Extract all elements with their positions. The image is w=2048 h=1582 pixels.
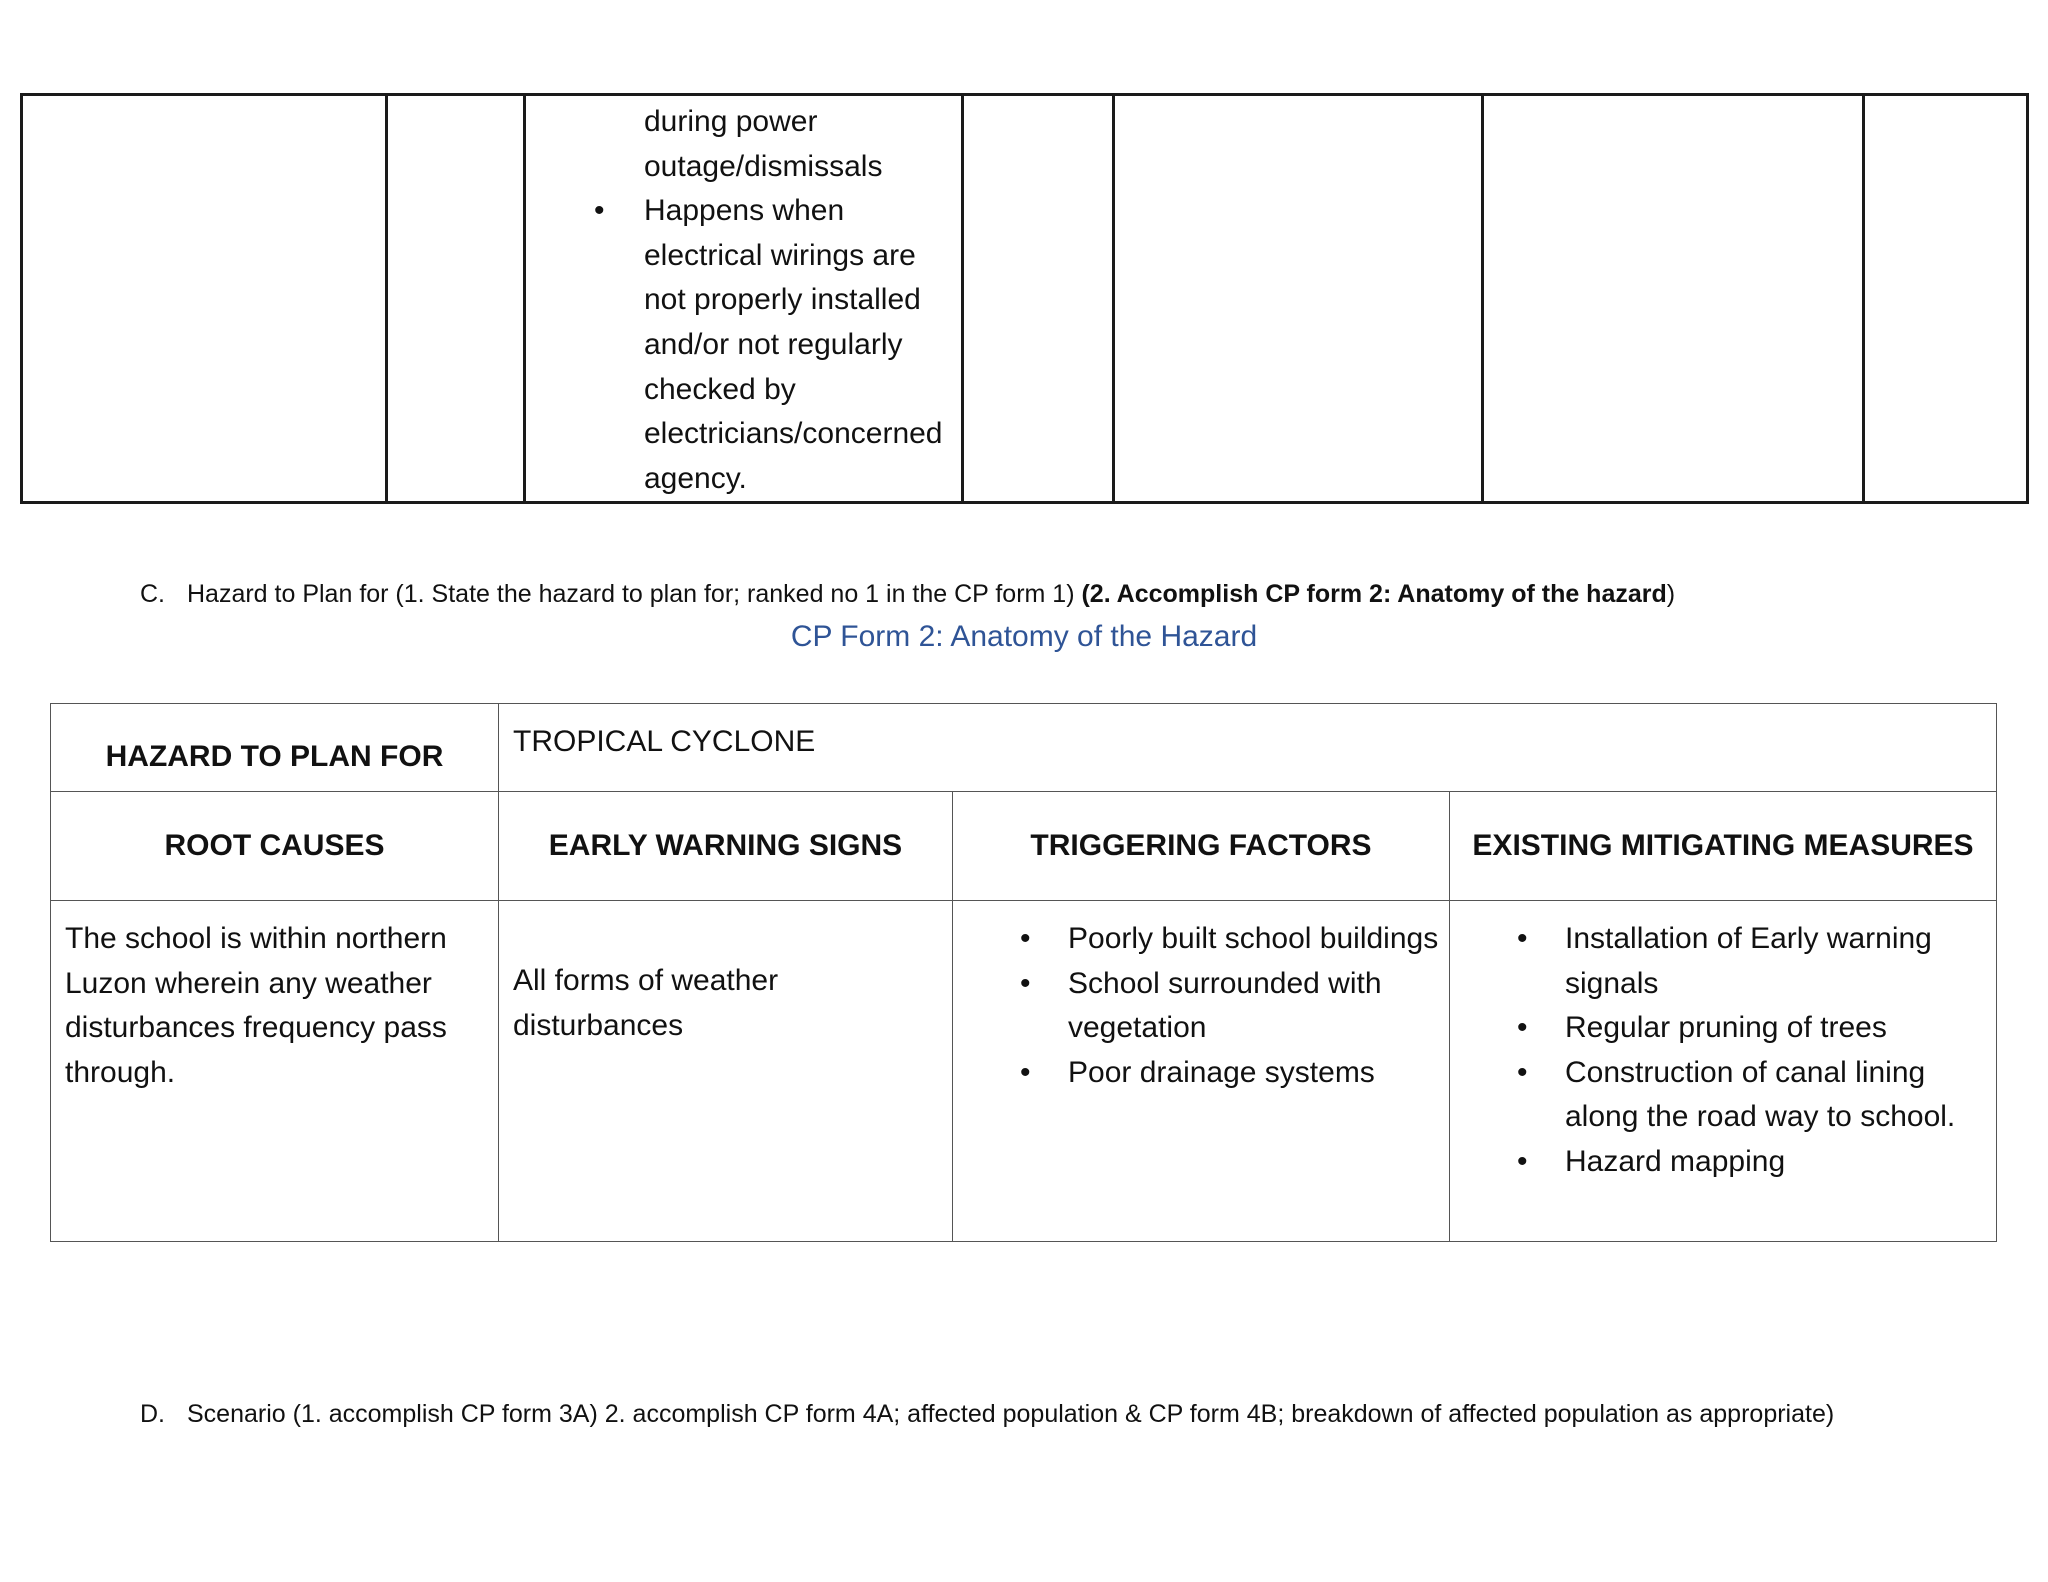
section-d-heading	[140, 1398, 1834, 1430]
early-warning-text: All forms of weather disturbances	[513, 964, 779, 1042]
continued-text-line: during power	[644, 105, 818, 138]
section-letter: C.	[140, 580, 165, 608]
hazard-row	[51, 704, 1997, 792]
table-cell	[1864, 95, 2028, 503]
hazard-description-list	[534, 189, 953, 501]
section-c-closing: )	[1666, 580, 1676, 608]
root-causes-text: The school is within northern Luzon wherein any weather disturbances frequency pass through.	[65, 922, 447, 1089]
hazard-description-cell	[525, 95, 963, 503]
section-c-text: Hazard to Plan for (1. State the hazard to plan for; ranked no 1 in the CP form 1)	[187, 580, 1082, 608]
form-title: CP Form 2: Anatomy of the Hazard	[790, 620, 1258, 653]
list-item: • Hazard mapping	[1450, 1140, 1990, 1185]
triggering-factors-list	[953, 901, 1449, 1095]
table-cell	[963, 95, 1114, 503]
table-cell	[1114, 95, 1483, 503]
list-item: • Poorly built school buildings	[953, 917, 1443, 962]
cp-form-2-table	[50, 703, 1997, 1242]
mitigating-measures-cell	[1450, 901, 1997, 1242]
table-cell	[387, 95, 525, 503]
list-item: • School surrounded with vegetation	[953, 962, 1443, 1051]
section-d-text: Scenario (1. accomplish CP form 3A) 2. accomplish CP form 4A; affected population & CP form 4B; breakdown of affected population as appropriate)	[187, 1400, 1835, 1428]
list-item: • Regular pruning of trees	[1450, 1006, 1990, 1051]
header-existing-mitigating-measures: EXISTING MITIGATING MEASURES	[1450, 792, 1997, 901]
table-cell	[1483, 95, 1864, 503]
list-item: • Installation of Early warning signals	[1450, 917, 1990, 1006]
header-root-causes: ROOT CAUSES	[51, 792, 499, 901]
list-item: • Construction of canal lining along the road way to school.	[1450, 1051, 1990, 1140]
header-early-warning-signs: EARLY WARNING SIGNS	[499, 792, 953, 901]
table-row	[51, 901, 1997, 1242]
section-letter: D.	[140, 1400, 165, 1428]
continued-text-line: outage/dismissals	[644, 149, 883, 183]
table-cell	[22, 95, 387, 503]
continued-table	[20, 93, 2029, 504]
triggering-factors-cell	[953, 901, 1450, 1242]
section-c-heading	[140, 578, 1675, 610]
mitigating-measures-list	[1450, 901, 1996, 1185]
continued-table-row	[22, 95, 2028, 503]
list-item: • Happens when electrical wirings are not properly installed and/or not regularly checked by electricians/concerned agency.	[534, 189, 953, 501]
list-item: • Poor drainage systems	[953, 1051, 1443, 1096]
header-row	[51, 792, 1997, 901]
hazard-value: TROPICAL CYCLONE	[499, 704, 1997, 792]
root-causes-cell	[51, 901, 499, 1242]
hazard-label: HAZARD TO PLAN FOR	[51, 704, 499, 792]
early-warning-cell	[499, 901, 953, 1242]
section-c-bold-text: (2. Accomplish CP form 2: Anatomy of the hazard	[1081, 580, 1667, 608]
header-triggering-factors: TRIGGERING FACTORS	[953, 792, 1450, 901]
